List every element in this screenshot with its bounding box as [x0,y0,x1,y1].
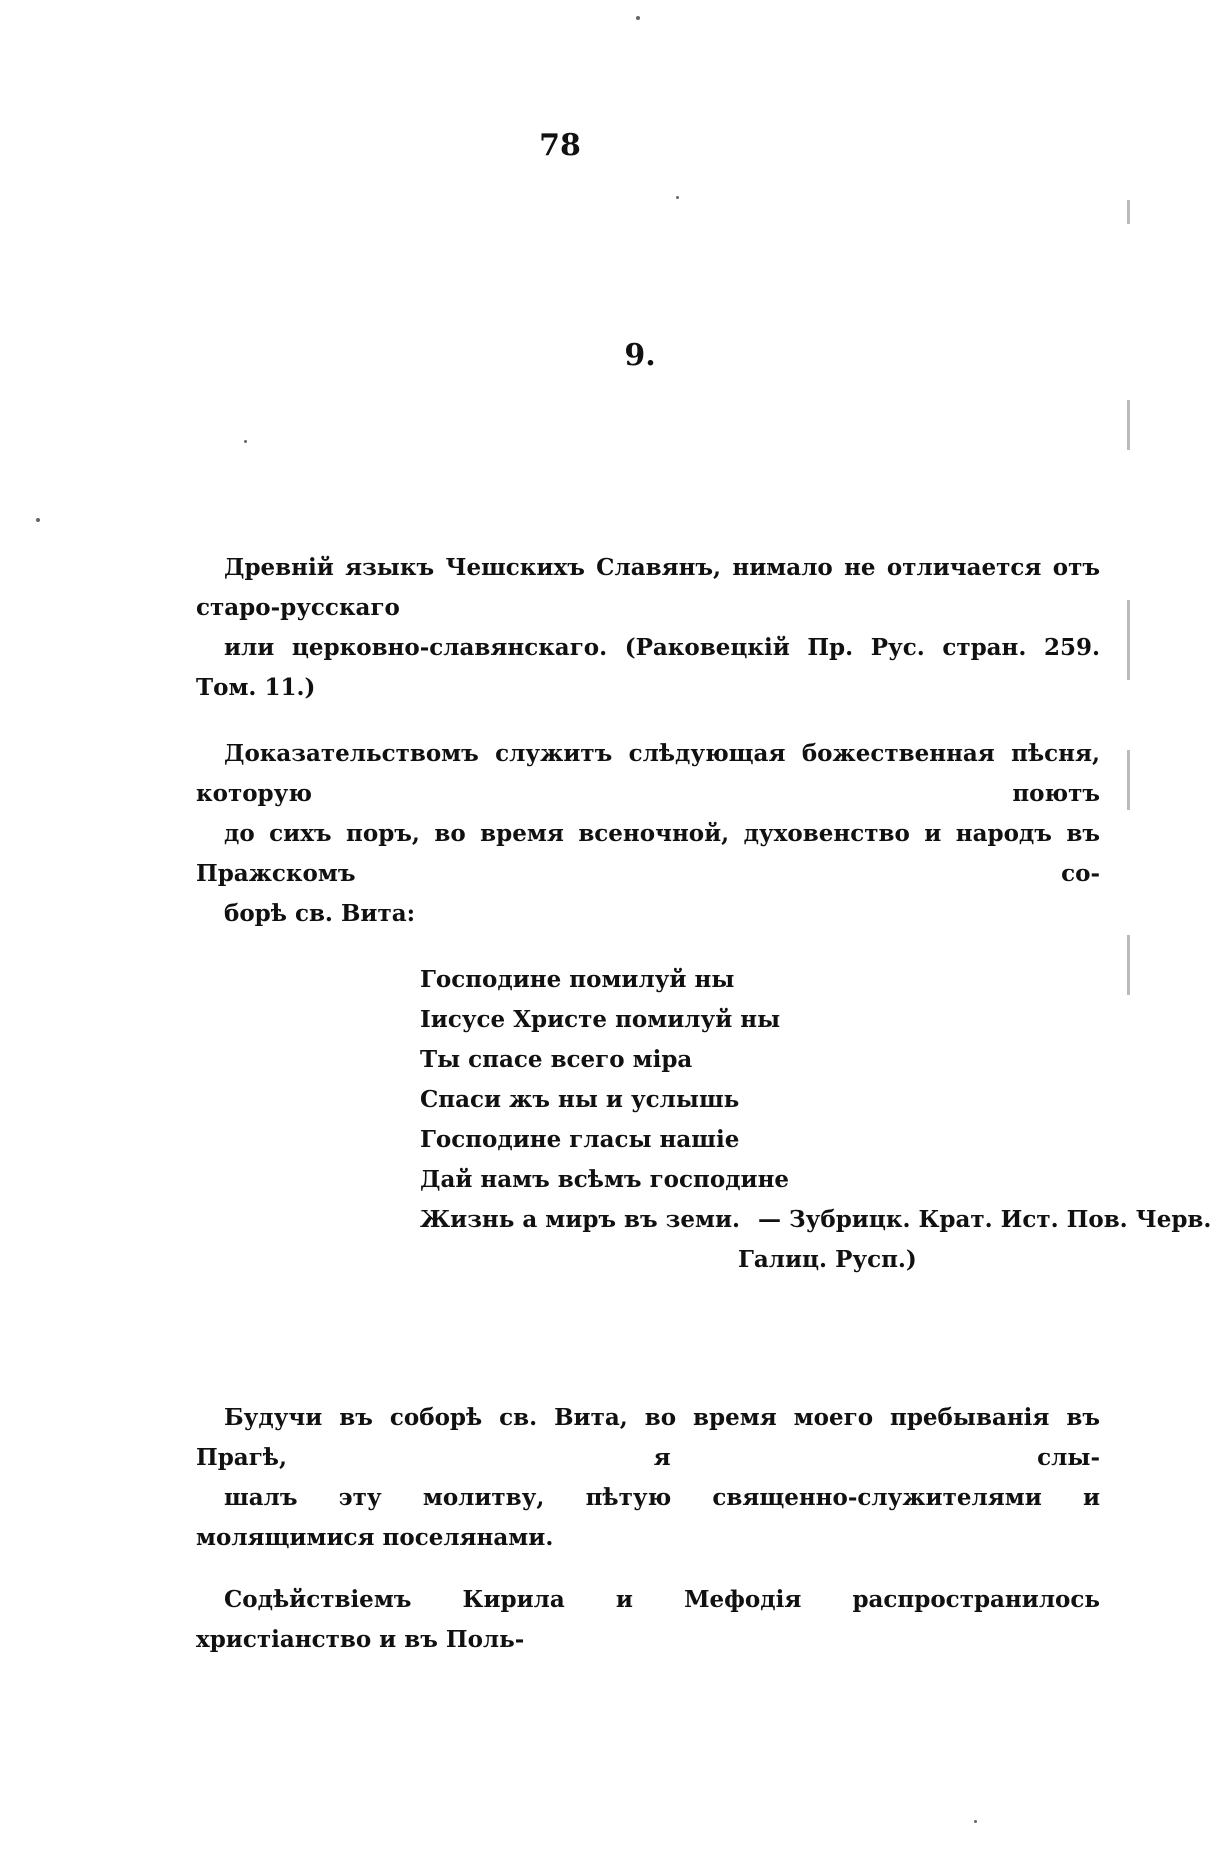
scan-speck [244,440,247,443]
scan-speck [36,518,40,522]
scan-speck [636,16,640,20]
page-number: 78 [539,128,581,163]
verse-line: Ты спасе всего міра [420,1046,693,1073]
verse-line: Господине гласы нашіе [420,1126,740,1153]
verse-source-continued: Галиц. Русп.) [738,1246,917,1273]
section-number: 9. [624,338,656,373]
scan-edge-mark [1127,200,1130,224]
paragraph-line: Будучи въ соборѣ св. Вита, во время моего пребыванія въ Прагѣ, я слы- [196,1404,1100,1471]
verse-line: Дай намъ всѣмъ господине [420,1166,790,1193]
paragraph-proof [196,734,1100,934]
paragraph-line: до сихъ поръ, во время всеночной, духовенство и народъ въ Пражскомъ со- [196,820,1100,887]
paragraph-line: шалъ эту молитву, пѣтую священно-служителями и молящимися поселянами. [196,1484,1100,1551]
scan-edge-mark [1127,400,1130,450]
paragraph-line: Доказательствомъ служитъ слѣдующая божественная пѣсня, которую поютъ [196,740,1100,807]
verse-line-text: Жизнь а миръ въ земи. [420,1206,741,1233]
scan-speck [676,196,679,199]
paragraph-line: Содѣйствіемъ Кирила и Мефодія распространилось христіанство и въ Поль- [196,1586,1100,1653]
verse-line: Іисусе Христе помилуй ны [420,1006,781,1033]
paragraph-line: или церковно-славянскаго. (Раковецкій Пр. Рус. стран. 259. Том. 11.) [196,634,1100,701]
paragraph-line: борѣ св. Вита: [224,900,416,927]
paragraph-line: Древній языкъ Чешскихъ Славянъ, нимало не отличается отъ старо-русскаго [196,554,1100,621]
scan-edge-mark [1127,935,1130,995]
verse-line: Господине помилуй ны [420,966,735,993]
scan-edge-mark [1127,600,1130,680]
verse-line: Спаси жъ ны и услышь [420,1086,740,1113]
paragraph-prague-cathedral [196,1398,1100,1558]
verse-last-line [420,1200,1211,1240]
verse-source: — Зубрицк. Крат. Ист. Пов. Черв. [758,1206,1211,1233]
scan-speck [974,1820,977,1823]
scan-edge-mark [1127,750,1130,810]
paragraph-cyril-methodius [196,1580,1100,1660]
hymn-verse [420,960,1211,1280]
paragraph-ancient-language [196,548,1100,708]
